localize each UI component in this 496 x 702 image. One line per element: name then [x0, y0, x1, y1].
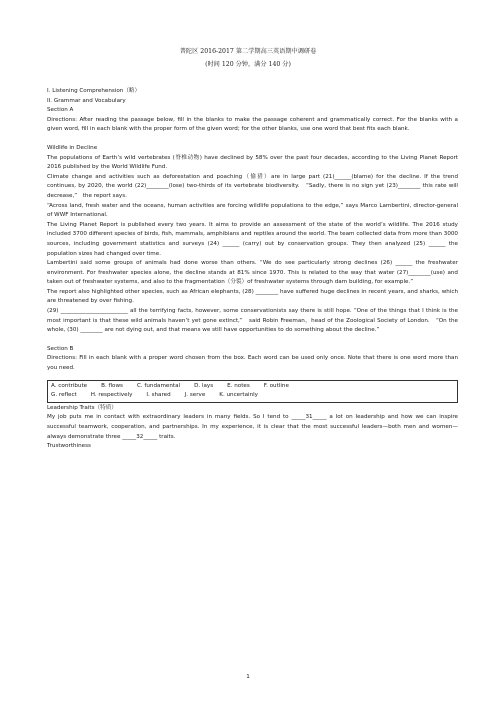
word-option: B. flows: [101, 382, 123, 389]
passage-a-paragraph-4: The Living Planet Report is published every two years. It aims to provide an assessment of the state of the world’s wildlife. The 2016 study included 3700 different species of birds, fish, mammals, amphibians and reptiles around the world. The team collected data from more than 3000 sources, including government statistics and surveys (24) ______ (carry) out by conservation groups. They then analyzed (25) ______ the population sizes had changed over time.: [47, 221, 458, 257]
passage-a-title: Wildlife in Decline: [47, 144, 98, 151]
exam-subtitle: (时间 120 分钟，满分 140 分): [205, 61, 291, 68]
passage-b-subheading: Trustworthiness: [47, 443, 91, 450]
word-option: C. fundamental: [136, 382, 181, 389]
part-grammar-heading: II. Grammar and Vocabulary: [47, 97, 126, 104]
word-option: J. serve: [184, 392, 206, 399]
document-body: [47, 87, 458, 452]
section-a-directions: Directions: After reading the passage below, fill in the blanks to make the passage coherent and grammatically correct. For the blanks with a given word, fill in each blank with the proper form of the given word; for the other blanks, use one word that best fits each blank.: [47, 116, 458, 133]
word-box-row-2: [51, 391, 454, 401]
word-option: E. notes: [227, 382, 250, 389]
passage-a-paragraph-3: “Across land, fresh water and the oceans, human activities are forcing wildlife populations to the edge,” says Marco Lambertini, director-general of WWF International.: [47, 202, 458, 219]
passage-a-paragraph-1: The populations of Earth’s wild vertebrates (脊椎动物) have declined by 58% over the past four decades, according to the Living Planet Report 2016 published by the World Wildlife Fund.: [47, 154, 458, 171]
page-number: 1: [246, 674, 250, 680]
passage-b-paragraph-1: My job puts me in contact with extraordinary leaders in many fields. So I tend to _____31_____ a lot on leadership and how we can inspire successful teamwork, cooperation, and partnerships. In my experience, it is clear that the most successful leaders—both men and women—always demonstrate three _____32_____ traits.: [47, 414, 458, 440]
passage-b-title: Leadership Traits（特质）: [47, 404, 117, 411]
word-option: F. outline: [263, 382, 289, 389]
passage-a-paragraph-2: Climate change and activities such as deforestation and poaching（偷猎）are in large part (21)______(blame) for the decline. If the trend continues, by 2020, the world (22)________(lose) two-thirds of its vertebrate biodiversity. “Sadly, there is no sign yet (23)________ this rate will decrease,” the report says.: [47, 173, 458, 199]
passage-a-paragraph-6: The report also highlighted other species, such as African elephants, (28) ________ have suffered huge declines in recent years, and sharks, which are threatened by over fishing.: [47, 288, 458, 305]
word-option: G. reflect: [51, 392, 77, 399]
passage-a-paragraph-5: Lambertini said some groups of animals had done worse than others. “We do see particularly strong declines (26) ______ the freshwater environment. For freshwater species alone, the decline stands at 81% since 1970. This is related to the way that water (27)________(use) and taken out of freshwater systems, and also to the fragmentation（分裂）of freshwater systems through dam building, for example.”: [47, 260, 458, 286]
passage-a-paragraph-7: (29) ________________________ all the terrifying facts, however, some conservationists say there is still hope. “One of the things that I think is the most important is that these wild animals haven’t yet gone extinct,” said Robin Freeman，head of the Zoological Society of London. “On the whole, (30) ________ are not dying out, and that means we still have opportunities to do something about the decline.”: [47, 308, 458, 334]
word-option: A. contribute: [51, 382, 88, 389]
section-b-directions: Directions: Fill in each blank with a proper word chosen from the box. Each word can be used only once. Note that there is one word more than you need.: [47, 355, 458, 372]
word-option: K. uncertainly: [219, 392, 258, 399]
word-box-row-1: [51, 382, 454, 392]
word-choice-box: [47, 380, 458, 403]
word-option: I. shared: [146, 392, 171, 399]
exam-title: 普陀区 2016-2017 第二学期高三英语期中调研卷: [179, 48, 317, 55]
word-option: D. lays: [194, 382, 214, 389]
section-a-heading: Section A: [47, 107, 74, 114]
part-listening-heading: I. Listening Comprehension（略）: [47, 88, 141, 94]
section-b-heading: Section B: [47, 345, 74, 352]
word-option: H. respectively: [90, 392, 133, 399]
